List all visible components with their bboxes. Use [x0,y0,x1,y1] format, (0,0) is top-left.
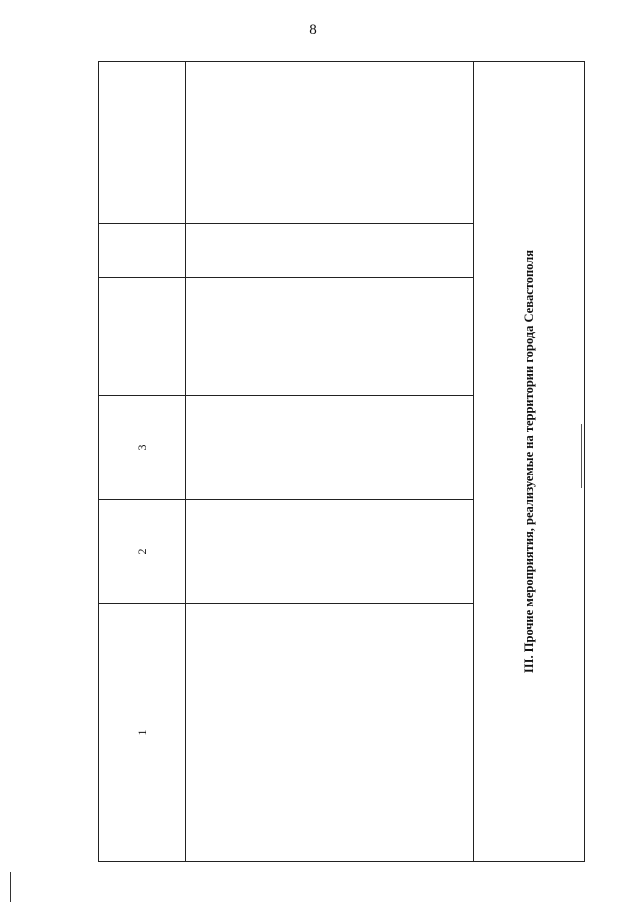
continued-col2-cell [185,500,473,604]
continued-col6-cell [185,62,473,224]
continued-col4-cell [185,278,473,396]
page-number: 8 [309,22,317,38]
column-header-6 [99,62,186,224]
section-row [473,62,584,862]
section-title: III. Прочие мероприятия, реализуемые на территории города Севастополя [473,62,584,862]
column-header-2: 2 [99,500,186,604]
continued-col3-cell [185,396,473,500]
column-header-4 [99,278,186,396]
continued-col5-cell [185,224,473,278]
column-header-5 [99,224,186,278]
column-header-3: 3 [99,396,186,500]
measures-table [98,61,585,862]
column-header-1: 1 [99,604,186,862]
fold-mark [581,424,582,488]
continued-row [185,62,473,862]
continued-col1-cell [185,604,473,862]
margin-mark [10,872,11,902]
header-row [99,62,186,862]
